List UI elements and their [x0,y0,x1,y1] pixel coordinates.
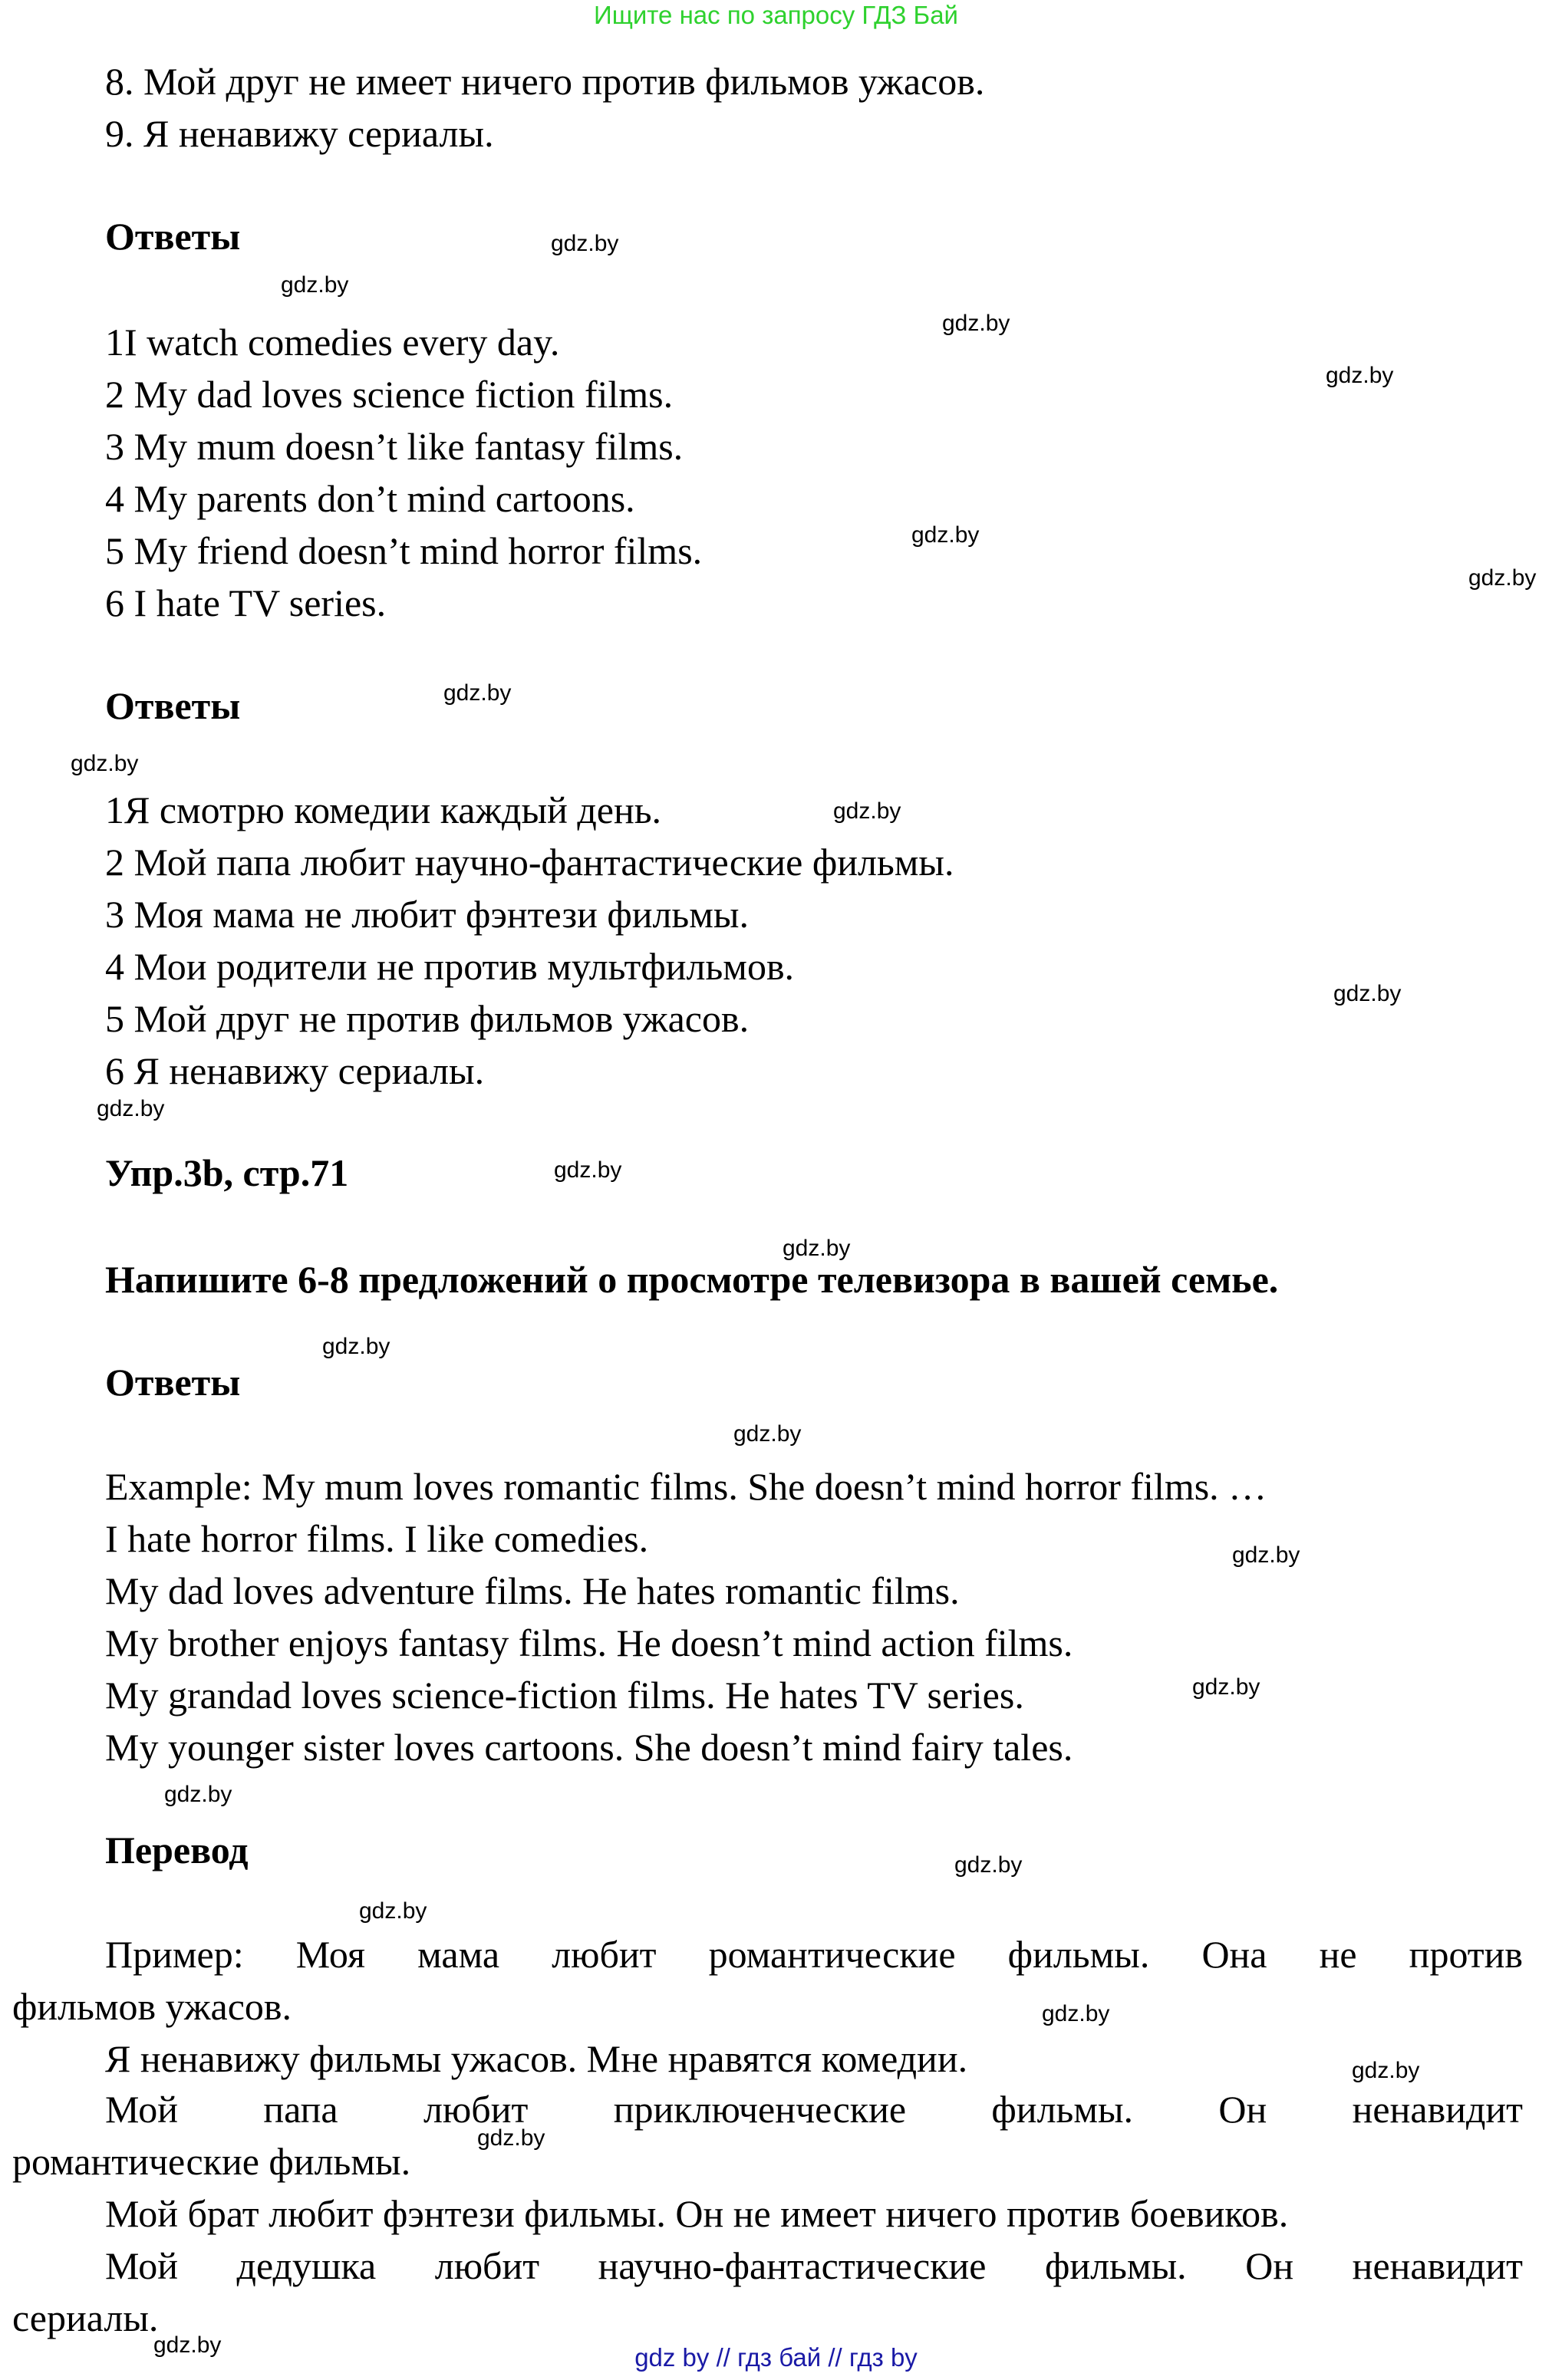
watermark: gdz.by [554,1157,622,1183]
watermark: gdz.by [71,751,139,776]
watermark: gdz.by [783,1236,851,1261]
translation-heading: Перевод [105,1829,249,1871]
watermark: gdz.by [551,231,619,256]
answer-ru-line-2: 2 Мой папа любит научно-фантастические фильмы. [105,841,954,884]
answers-heading-1: Ответы [105,215,241,258]
answer-en-line-1: 1I watch comedies every day. [105,321,560,364]
answer-ru-line-6: 6 Я ненавижу сериалы. [105,1049,485,1092]
watermark: gdz.by [942,311,1010,336]
footer [0,2341,1552,2375]
example-line-4: My brother enjoys fantasy films. He doesn’t mind action films. [105,1621,1073,1664]
footer-link-1[interactable]: gdz by [634,2343,710,2372]
watermark: gdz.by [281,272,349,298]
translation-p3-cont: романтические фильмы. [12,2140,411,2183]
answer-en-line-2: 2 My dad loves science fiction films. [105,373,674,416]
answers-heading-3: Ответы [105,1361,241,1404]
watermark: gdz.by [1042,2001,1110,2026]
top-banner: Ищите нас по запросу ГДЗ Бай [594,1,958,29]
exercise-title: Упр.3b, стр.71 [105,1151,349,1194]
watermark: gdz.by [911,522,980,548]
watermark: gdz.by [1192,1674,1260,1700]
answer-en-line-4: 4 My parents don’t mind cartoons. [105,477,635,520]
answer-ru-line-1: 1Я смотрю комедии каждый день. [105,788,662,831]
exercise-task: Напишите 6-8 предложений о просмотре телевизора в вашей семье. [105,1258,1279,1301]
watermark: gdz.by [733,1421,802,1447]
watermark: gdz.by [443,680,512,706]
watermark: gdz.by [1352,2058,1420,2083]
example-line-3: My dad loves adventure films. He hates romantic films. [105,1569,960,1612]
footer-separator: // [716,2343,730,2372]
answer-ru-line-3: 3 Моя мама не любит фэнтези фильмы. [105,893,749,936]
watermark: gdz.by [1468,565,1537,591]
watermark: gdz.by [97,1096,165,1121]
answer-ru-line-5: 5 Мой друг не против фильмов ужасов. [105,997,750,1040]
answers-heading-2: Ответы [105,684,241,727]
watermark: gdz.by [164,1782,232,1807]
example-line-6: My younger sister loves cartoons. She doesn’t mind fairy tales. [105,1726,1073,1769]
translation-p1-first: Пример: Моя мама любит романтические фильмы. Она не против [105,1933,1523,1976]
task-line-8: 8. Мой друг не имеет ничего против фильмов ужасов. [105,60,985,103]
translation-p2: Я ненавижу фильмы ужасов. Мне нравятся комедии. [105,2037,968,2080]
answer-en-line-3: 3 My mum doesn’t like fantasy films. [105,425,684,468]
watermark: gdz.by [833,798,901,824]
watermark: gdz.by [954,1852,1023,1878]
watermark: gdz.by [1326,363,1394,388]
answer-en-line-5: 5 My friend doesn’t mind horror films. [105,529,703,572]
watermark: gdz.by [1232,1542,1300,1568]
footer-link-2[interactable]: гдз бай [737,2343,822,2372]
answer-ru-line-4: 4 Мои родители не против мультфильмов. [105,945,795,988]
translation-p1-cont: фильмов ужасов. [12,1985,292,2028]
watermark: gdz.by [322,1334,390,1359]
translation-p3-first: Мой папа любит приключенческие фильмы. Он ненавидит [105,2088,1523,2131]
watermark: gdz.by [153,2332,222,2358]
watermark: gdz.by [359,1898,427,1924]
example-line-5: My grandad loves science-fiction films. He hates TV series. [105,1674,1024,1717]
example-line-1: Example: My mum loves romantic films. She doesn’t mind horror films. … [105,1465,1267,1508]
answer-en-line-6: 6 I hate TV series. [105,581,387,624]
task-line-9: 9. Я ненавижу сериалы. [105,112,494,155]
translation-p4: Мой брат любит фэнтези фильмы. Он не имеет ничего против боевиков. [105,2192,1289,2235]
footer-link-3[interactable]: гдз by [848,2343,918,2372]
translation-p5-cont: сериалы. [12,2296,159,2339]
watermark: gdz.by [477,2125,545,2151]
watermark: gdz.by [1333,981,1402,1006]
footer-separator: // [828,2343,842,2372]
example-line-2: I hate horror films. I like comedies. [105,1517,649,1560]
translation-p5-first: Мой дедушка любит научно-фантастические фильмы. Он ненавидит [105,2244,1523,2287]
